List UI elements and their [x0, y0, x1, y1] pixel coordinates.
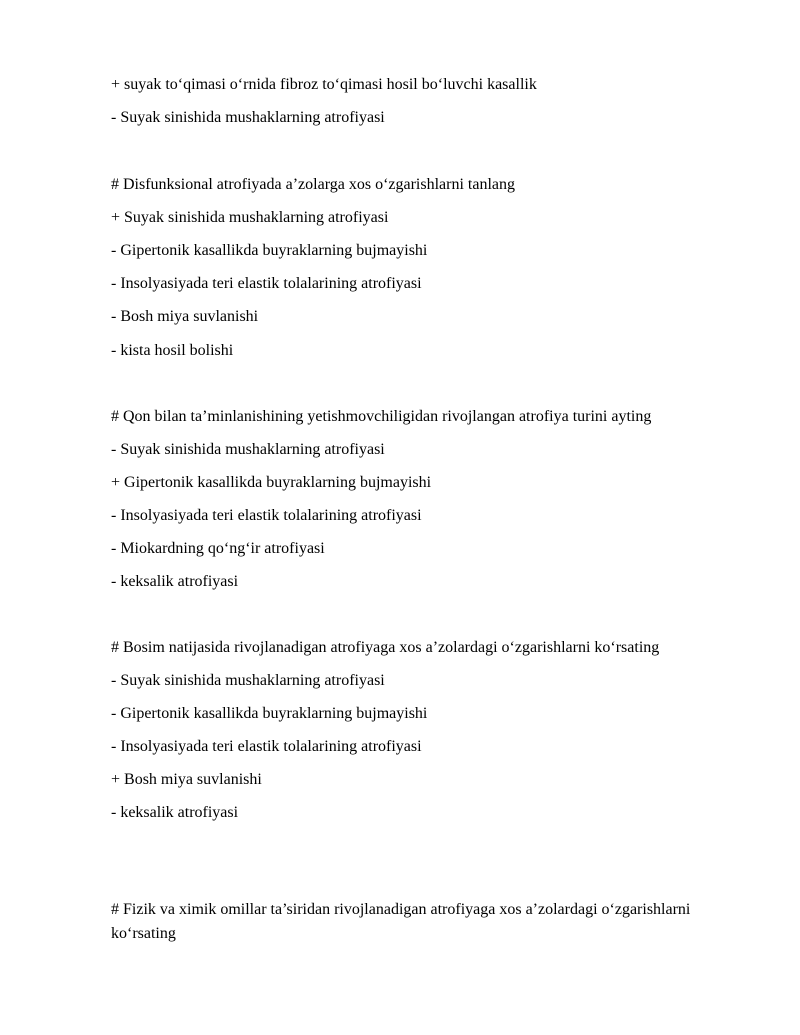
answer-option: - Gipertonik kasallikda buyraklarning bujmayishi	[111, 705, 428, 722]
question-heading: # Qon bilan ta’minlanishining yetishmovchiligidan rivojlangan atrofiya turini ayting	[111, 408, 652, 425]
answer-option: - Insolyasiyada teri elastik tolalarining atrofiyasi	[111, 507, 422, 524]
answer-option: - keksalik atrofiyasi	[111, 804, 239, 821]
answer-option: - Insolyasiyada teri elastik tolalarining atrofiyasi	[111, 275, 422, 292]
answer-option: - kista hosil bolishi	[111, 342, 234, 359]
answer-correct: + Suyak sinishida mushaklarning atrofiyasi	[111, 209, 389, 226]
answer-correct: + suyak to‘qimasi o‘rnida fibroz to‘qimasi hosil bo‘luvchi kasallik	[111, 76, 537, 93]
answer-correct: + Bosh miya suvlanishi	[111, 771, 262, 788]
answer-option: - Suyak sinishida mushaklarning atrofiyasi	[111, 109, 385, 126]
answer-option: - Gipertonik kasallikda buyraklarning bujmayishi	[111, 242, 428, 259]
answer-option: - Bosh miya suvlanishi	[111, 308, 259, 325]
answer-option: - Miokardning qo‘ng‘ir atrofiyasi	[111, 540, 325, 557]
question-heading: # Disfunksional atrofiyada a’zolarga xos o‘zgarishlarni tanlang	[111, 176, 516, 193]
answer-correct: + Gipertonik kasallikda buyraklarning bujmayishi	[111, 474, 432, 491]
question-heading: # Bosim natijasida rivojlanadigan atrofiyaga xos a’zolardagi o‘zgarishlarni ko‘rsating	[111, 639, 660, 656]
answer-option: - keksalik atrofiyasi	[111, 573, 239, 590]
answer-option: - Suyak sinishida mushaklarning atrofiyasi	[111, 441, 385, 458]
answer-option: - Suyak sinishida mushaklarning atrofiyasi	[111, 672, 385, 689]
answer-option: - Insolyasiyada teri elastik tolalarining atrofiyasi	[111, 738, 422, 755]
question-heading: # Fizik va ximik omillar ta’siridan rivojlanadigan atrofiyaga xos a’zolardagi o‘zgarishlarni ko‘rsating	[111, 901, 691, 942]
